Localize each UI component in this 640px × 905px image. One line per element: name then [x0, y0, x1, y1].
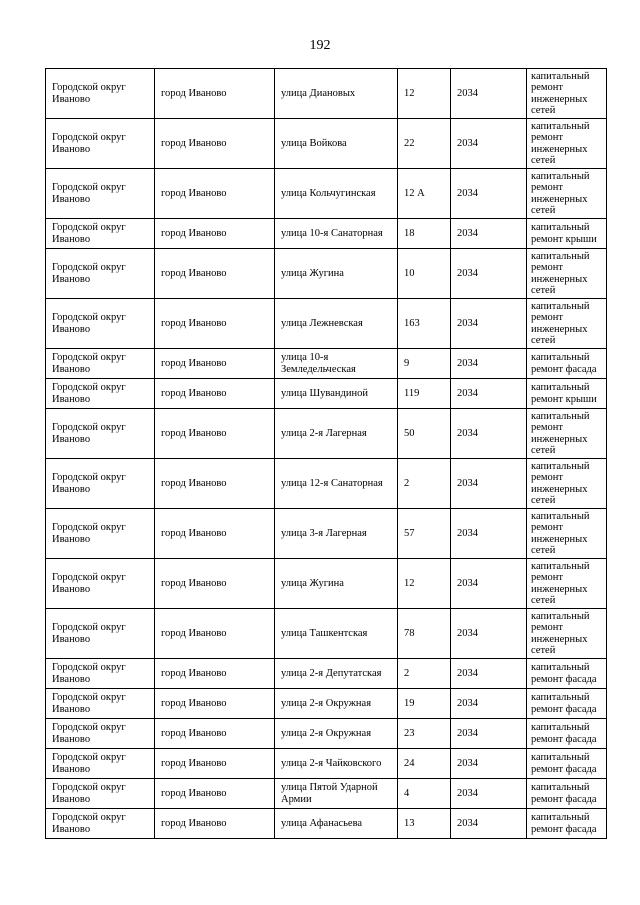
- table-row: [46, 119, 607, 169]
- year-cell: 2034: [451, 299, 527, 349]
- table-row: [46, 459, 607, 509]
- city-cell: город Иваново: [155, 609, 275, 659]
- work-type-cell: капитальный ремонт фасада: [527, 349, 607, 379]
- house-number-cell: 13: [398, 809, 451, 839]
- work-type-cell: капитальный ремонт инженерных сетей: [527, 609, 607, 659]
- district-cell: Городской округ Иваново: [46, 219, 155, 249]
- district-cell: Городской округ Иваново: [46, 379, 155, 409]
- table-row: [46, 779, 607, 809]
- work-type-cell: капитальный ремонт фасада: [527, 809, 607, 839]
- city-cell: город Иваново: [155, 69, 275, 119]
- district-cell: Городской округ Иваново: [46, 459, 155, 509]
- house-number-cell: 4: [398, 779, 451, 809]
- district-cell: Городской округ Иваново: [46, 719, 155, 749]
- house-number-cell: 2: [398, 459, 451, 509]
- table-row: [46, 719, 607, 749]
- city-cell: город Иваново: [155, 749, 275, 779]
- table-row: [46, 299, 607, 349]
- street-cell: улица 3-я Лагерная: [275, 509, 398, 559]
- street-cell: улица 10-я Санаторная: [275, 219, 398, 249]
- house-number-cell: 9: [398, 349, 451, 379]
- page-number: 192: [309, 38, 331, 53]
- district-cell: Городской округ Иваново: [46, 349, 155, 379]
- year-cell: 2034: [451, 69, 527, 119]
- table-row: [46, 659, 607, 689]
- district-cell: Городской округ Иваново: [46, 779, 155, 809]
- street-cell: улица Жугина: [275, 249, 398, 299]
- year-cell: 2034: [451, 749, 527, 779]
- table-body: [46, 69, 607, 839]
- house-number-cell: 12: [398, 69, 451, 119]
- house-number-cell: 22: [398, 119, 451, 169]
- district-cell: Городской округ Иваново: [46, 559, 155, 609]
- year-cell: 2034: [451, 169, 527, 219]
- table-row: [46, 219, 607, 249]
- city-cell: город Иваново: [155, 809, 275, 839]
- house-number-cell: 12: [398, 559, 451, 609]
- year-cell: 2034: [451, 349, 527, 379]
- city-cell: город Иваново: [155, 249, 275, 299]
- street-cell: улица 2-я Лагерная: [275, 409, 398, 459]
- district-cell: Городской округ Иваново: [46, 689, 155, 719]
- building-repair-table: [45, 68, 607, 839]
- street-cell: улица Пятой Ударной Армии: [275, 779, 398, 809]
- street-cell: улица 12-я Санаторная: [275, 459, 398, 509]
- year-cell: 2034: [451, 119, 527, 169]
- work-type-cell: капитальный ремонт крыши: [527, 219, 607, 249]
- city-cell: город Иваново: [155, 779, 275, 809]
- street-cell: улица 2-я Чайковского: [275, 749, 398, 779]
- district-cell: Городской округ Иваново: [46, 409, 155, 459]
- work-type-cell: капитальный ремонт фасада: [527, 659, 607, 689]
- city-cell: город Иваново: [155, 379, 275, 409]
- street-cell: улица 2-я Окружная: [275, 719, 398, 749]
- table-row: [46, 559, 607, 609]
- house-number-cell: 2: [398, 659, 451, 689]
- work-type-cell: капитальный ремонт фасада: [527, 749, 607, 779]
- city-cell: город Иваново: [155, 559, 275, 609]
- city-cell: город Иваново: [155, 169, 275, 219]
- street-cell: улица Диановых: [275, 69, 398, 119]
- street-cell: улица 10-я Земледельческая: [275, 349, 398, 379]
- house-number-cell: 23: [398, 719, 451, 749]
- city-cell: город Иваново: [155, 689, 275, 719]
- city-cell: город Иваново: [155, 299, 275, 349]
- year-cell: 2034: [451, 509, 527, 559]
- city-cell: город Иваново: [155, 219, 275, 249]
- table-row: [46, 349, 607, 379]
- city-cell: город Иваново: [155, 509, 275, 559]
- year-cell: 2034: [451, 719, 527, 749]
- street-cell: улица Ташкентская: [275, 609, 398, 659]
- district-cell: Городской округ Иваново: [46, 299, 155, 349]
- district-cell: Городской округ Иваново: [46, 809, 155, 839]
- work-type-cell: капитальный ремонт фасада: [527, 719, 607, 749]
- work-type-cell: капитальный ремонт инженерных сетей: [527, 409, 607, 459]
- table-row: [46, 509, 607, 559]
- table-row: [46, 809, 607, 839]
- work-type-cell: капитальный ремонт инженерных сетей: [527, 119, 607, 169]
- table-row: [46, 609, 607, 659]
- street-cell: улица Войкова: [275, 119, 398, 169]
- year-cell: 2034: [451, 219, 527, 249]
- work-type-cell: капитальный ремонт фасада: [527, 689, 607, 719]
- table-row: [46, 169, 607, 219]
- house-number-cell: 163: [398, 299, 451, 349]
- work-type-cell: капитальный ремонт инженерных сетей: [527, 559, 607, 609]
- street-cell: улица 2-я Окружная: [275, 689, 398, 719]
- year-cell: 2034: [451, 559, 527, 609]
- street-cell: улица Афанасьева: [275, 809, 398, 839]
- table-row: [46, 749, 607, 779]
- work-type-cell: капитальный ремонт фасада: [527, 779, 607, 809]
- district-cell: Городской округ Иваново: [46, 659, 155, 689]
- street-cell: улица Кольчугинская: [275, 169, 398, 219]
- work-type-cell: капитальный ремонт инженерных сетей: [527, 299, 607, 349]
- house-number-cell: 24: [398, 749, 451, 779]
- table-row: [46, 249, 607, 299]
- street-cell: улица Жугина: [275, 559, 398, 609]
- work-type-cell: капитальный ремонт инженерных сетей: [527, 69, 607, 119]
- district-cell: Городской округ Иваново: [46, 749, 155, 779]
- year-cell: 2034: [451, 659, 527, 689]
- city-cell: город Иваново: [155, 349, 275, 379]
- house-number-cell: 12 А: [398, 169, 451, 219]
- year-cell: 2034: [451, 779, 527, 809]
- table-row: [46, 689, 607, 719]
- house-number-cell: 57: [398, 509, 451, 559]
- year-cell: 2034: [451, 689, 527, 719]
- district-cell: Городской округ Иваново: [46, 609, 155, 659]
- city-cell: город Иваново: [155, 119, 275, 169]
- year-cell: 2034: [451, 409, 527, 459]
- work-type-cell: капитальный ремонт крыши: [527, 379, 607, 409]
- year-cell: 2034: [451, 609, 527, 659]
- table-row: [46, 69, 607, 119]
- table-row: [46, 409, 607, 459]
- street-cell: улица Шувандиной: [275, 379, 398, 409]
- city-cell: город Иваново: [155, 409, 275, 459]
- work-type-cell: капитальный ремонт инженерных сетей: [527, 509, 607, 559]
- city-cell: город Иваново: [155, 719, 275, 749]
- street-cell: улица Лежневская: [275, 299, 398, 349]
- street-cell: улица 2-я Депутатская: [275, 659, 398, 689]
- district-cell: Городской округ Иваново: [46, 119, 155, 169]
- district-cell: Городской округ Иваново: [46, 69, 155, 119]
- year-cell: 2034: [451, 249, 527, 299]
- city-cell: город Иваново: [155, 659, 275, 689]
- city-cell: город Иваново: [155, 459, 275, 509]
- year-cell: 2034: [451, 379, 527, 409]
- district-cell: Городской округ Иваново: [46, 169, 155, 219]
- house-number-cell: 119: [398, 379, 451, 409]
- table-row: [46, 379, 607, 409]
- district-cell: Городской округ Иваново: [46, 509, 155, 559]
- work-type-cell: капитальный ремонт инженерных сетей: [527, 249, 607, 299]
- year-cell: 2034: [451, 459, 527, 509]
- district-cell: Городской округ Иваново: [46, 249, 155, 299]
- work-type-cell: капитальный ремонт инженерных сетей: [527, 169, 607, 219]
- year-cell: 2034: [451, 809, 527, 839]
- work-type-cell: капитальный ремонт инженерных сетей: [527, 459, 607, 509]
- house-number-cell: 10: [398, 249, 451, 299]
- house-number-cell: 19: [398, 689, 451, 719]
- house-number-cell: 50: [398, 409, 451, 459]
- house-number-cell: 78: [398, 609, 451, 659]
- house-number-cell: 18: [398, 219, 451, 249]
